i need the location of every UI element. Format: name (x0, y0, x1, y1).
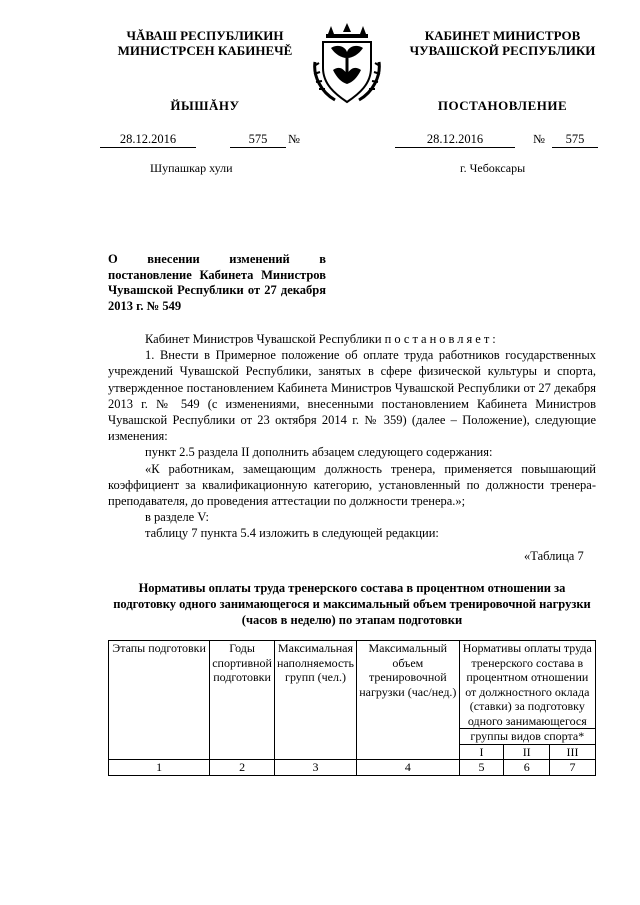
header-right-doc-type: ПОСТАНОВЛЕНИЕ (437, 98, 568, 113)
body-paragraph-2: 1. Внести в Примерное положение об оплате труда работников государственных учреждений Чувашской Республики, занятых в сфере физической культуры и спорта, утвержденное постановлением Кабинета Министров Чувашской Республики от 27 декабря 2013 г. № 549 (с изменениями, внесенными постановлением Кабинета Министров Чувашской Республики от 23 октября 2014 г. № 359) (далее – Положение), следующие изменения: (108, 348, 596, 444)
body-p1-spaced: постановляет: (384, 332, 499, 346)
header-right-line2: ЧУВАШСКОЙ РЕСПУБЛИКИ (409, 43, 596, 58)
header-left-line1: ЧĂВАШ РЕСПУБЛИКИН (126, 28, 284, 43)
document-title: О внесении изменений в постановление Кабинета Министров Чувашской Республики от 27 декабря 2013 г. № 549 (108, 252, 326, 313)
col-header-norms: Нормативы оплаты труда тренерского состава в процентном отношении от должностного оклада (ставки) за подготовку одного занимающегося (459, 641, 595, 729)
place-right: г. Чебоксары (460, 161, 526, 175)
col-number: 6 (504, 760, 550, 776)
col-header-sport-groups: группы видов спорта* (459, 729, 595, 745)
header-right-org (395, 28, 610, 58)
reg-number-right-value: 575 (552, 132, 598, 148)
chuvash-coat-of-arms-icon (311, 22, 383, 106)
table-title: Нормативы оплаты труда тренерского состава в процентном отношении за подготовку одного занимающегося и максимальный объем тренировочной нагрузки (часов в неделю) по этапам подготовки (113, 581, 591, 627)
body-paragraph-6: таблицу 7 пункта 5.4 изложить в следующей редакции: (145, 526, 439, 541)
body-paragraph-3: пункт 2.5 раздела II дополнить абзацем следующего содержания: (145, 445, 493, 460)
col-number: 3 (274, 760, 356, 776)
body-p1-start: Кабинет Министров Чувашской Республики (145, 332, 382, 346)
reg-num-sign-left: № (288, 132, 300, 146)
col-header-max-load: Максимальный объем тренировочной нагрузки (час/нед.) (357, 641, 460, 760)
reg-number-left-value: 575 (230, 132, 286, 148)
body-paragraph-5: в разделе V: (145, 510, 209, 525)
col-number: 7 (550, 760, 596, 776)
group-ii: II (504, 744, 550, 760)
col-header-years: Годы спортивной подготовки (210, 641, 275, 760)
header-right-line1: КАБИНЕТ МИНИСТРОВ (424, 28, 581, 43)
group-i: I (459, 744, 504, 760)
col-header-max-group: Максимальная наполняемость групп (чел.) (274, 641, 356, 760)
table-header-row (109, 641, 596, 729)
body-paragraph-4: «К работникам, замещающим должность тренера, применяется повышающий коэффициент за квалификационную категорию, установленный по должности тренера-преподавателя, до проведения аттестации по должности тренера.»; (108, 461, 596, 509)
table-label: «Таблица 7 (524, 549, 584, 563)
col-header-stages: Этапы подготовки (109, 641, 210, 760)
col-number: 5 (459, 760, 504, 776)
reg-date-left: 28.12.2016 (100, 132, 196, 148)
document-body (108, 331, 596, 542)
col-number: 4 (357, 760, 460, 776)
col-number: 1 (109, 760, 210, 776)
reg-date-right: 28.12.2016 (395, 132, 515, 148)
norms-table (108, 640, 596, 776)
header-left-doc-type: ЙЫШĂНУ (170, 98, 240, 113)
table-number-row (109, 760, 596, 776)
reg-num-sign-right: № (533, 132, 545, 146)
group-iii: III (550, 744, 596, 760)
body-paragraph-1 (108, 331, 596, 347)
header-left-line2: МИНИСТРСЕН КАБИНЕЧĚ (117, 43, 293, 58)
header-left-org (100, 28, 310, 58)
col-number: 2 (210, 760, 275, 776)
place-left: Шупашкар хули (150, 161, 233, 175)
